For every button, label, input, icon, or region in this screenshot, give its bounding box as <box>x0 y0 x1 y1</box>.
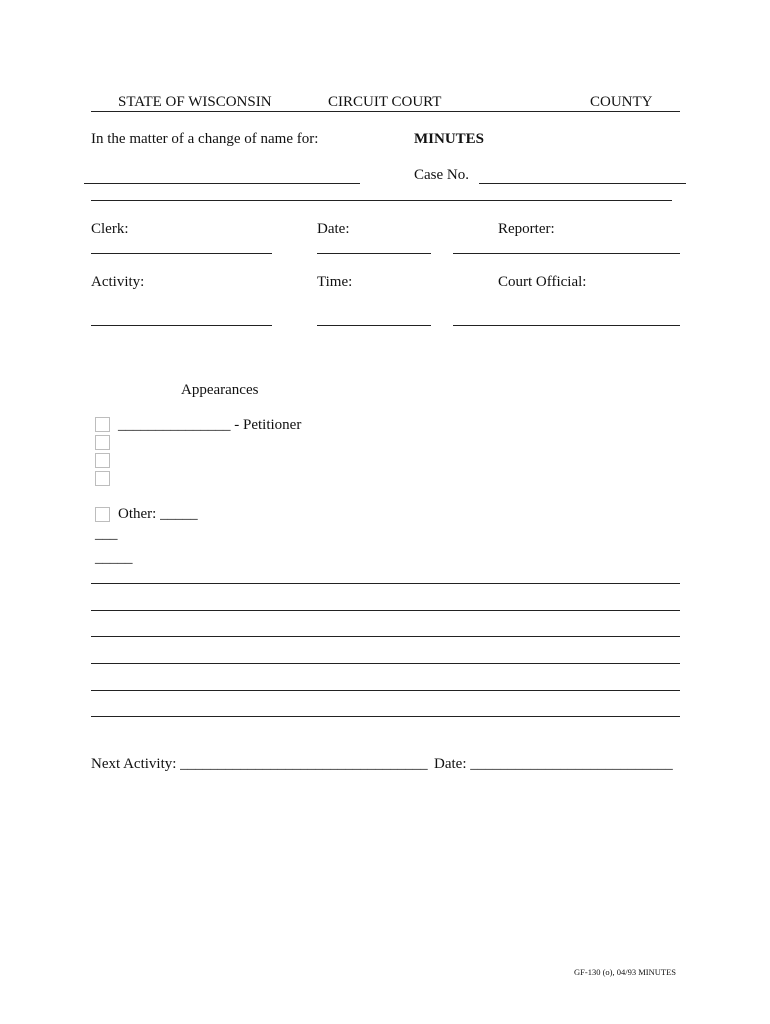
appearance-checkbox-2[interactable] <box>95 435 110 450</box>
notes-line[interactable] <box>91 716 680 717</box>
appearances-title: Appearances <box>181 382 259 398</box>
date-label: Date: <box>317 221 350 237</box>
appearance-checkbox-3[interactable] <box>95 453 110 468</box>
matter-label: In the matter of a change of name for: <box>91 131 319 147</box>
other-continuation-2: _____ <box>95 550 133 566</box>
notes-line[interactable] <box>91 663 680 664</box>
court-official-field[interactable] <box>453 325 680 326</box>
activity-label: Activity: <box>91 274 145 290</box>
other-continuation-1: ___ <box>95 526 118 542</box>
time-field[interactable] <box>317 325 431 326</box>
section-divider <box>91 200 672 201</box>
court-official-label: Court Official: <box>498 274 587 290</box>
reporter-field[interactable] <box>453 253 680 254</box>
other-checkbox[interactable] <box>95 507 110 522</box>
minutes-title: MINUTES <box>414 131 485 147</box>
notes-line[interactable] <box>91 636 680 637</box>
next-activity-line: Next Activity: _________________________________ <box>91 756 428 772</box>
notes-line[interactable] <box>91 690 680 691</box>
notes-line[interactable] <box>91 610 680 611</box>
clerk-field[interactable] <box>91 253 272 254</box>
date-field[interactable] <box>317 253 431 254</box>
county-label: COUNTY <box>590 94 653 110</box>
notes-line[interactable] <box>91 583 680 584</box>
time-label: Time: <box>317 274 353 290</box>
case-no-label: Case No. <box>414 167 469 183</box>
clerk-label: Clerk: <box>91 221 129 237</box>
petitioner-line: _______________ - Petitioner <box>118 417 302 433</box>
petitioner-name-field[interactable] <box>84 183 360 184</box>
activity-field[interactable] <box>91 325 272 326</box>
reporter-label: Reporter: <box>498 221 555 237</box>
court-label: CIRCUIT COURT <box>328 94 442 110</box>
petitioner-checkbox[interactable] <box>95 417 110 432</box>
other-line: Other: _____ <box>118 506 198 522</box>
case-no-field[interactable] <box>479 183 686 184</box>
next-activity-date-line: Date: ___________________________ <box>434 756 673 772</box>
appearance-checkbox-4[interactable] <box>95 471 110 486</box>
header-underline <box>91 111 680 112</box>
form-code: GF-130 (o), 04/93 MINUTES <box>574 967 676 977</box>
state-label: STATE OF WISCONSIN <box>118 94 272 110</box>
